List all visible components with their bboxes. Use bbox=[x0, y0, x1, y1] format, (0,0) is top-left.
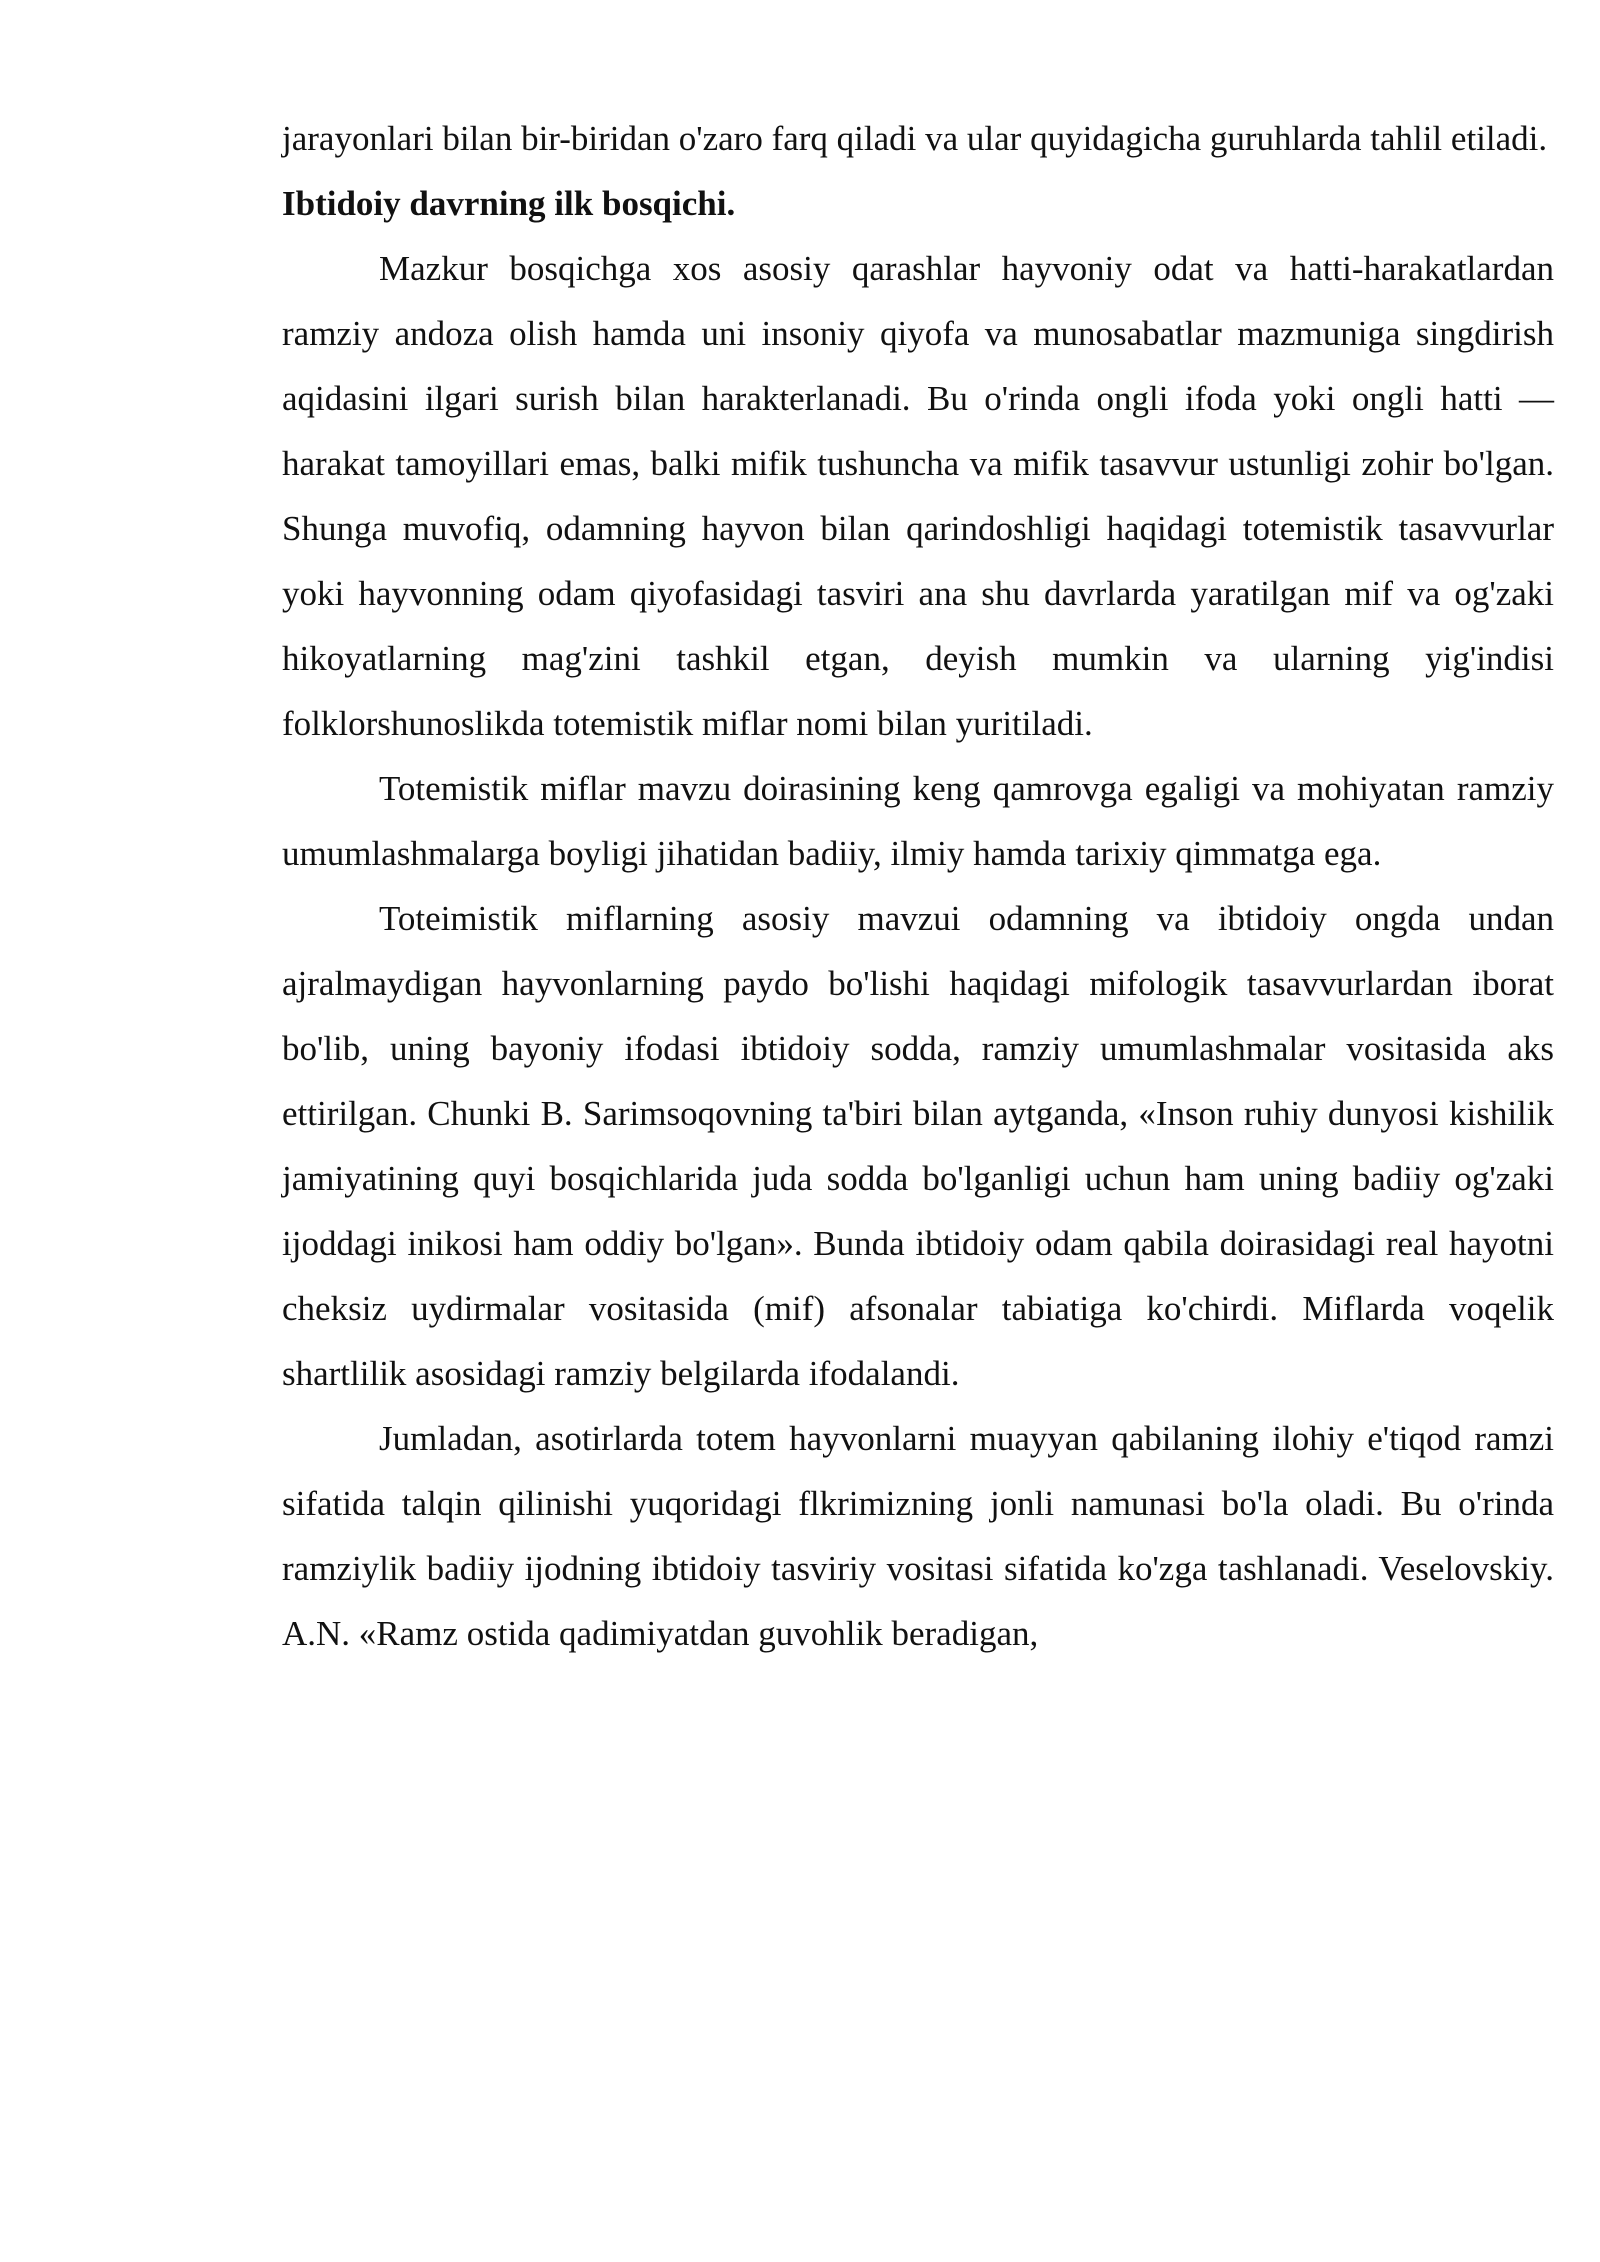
paragraph: Totemistik miflar mavzu doirasining keng qamrovga egaligi va mohiyatan ramziy umumlashmalarga boyligi jihatidan badiiy, ilmiy hamda tarixiy qimmatga ega. bbox=[282, 769, 1554, 873]
document-body bbox=[282, 106, 1554, 1666]
paragraph: Mazkur bosqichga xos asosiy qarashlar hayvoniy odat va hatti-harakatlardan ramziy andoza olish hamda uni insoniy qiyofa va munosabatlar mazmuniga singdirish aqidasini ilgari surish bilan harakterlanadi. Bu o'rinda ongli ifoda yoki ongli hatti — harakat tamoyillari emas, balki mifik tushuncha va mifik tasavvur ustunligi zohir bo'lgan. Shunga muvofiq, odamning hayvon bilan qarindoshligi haqidagi totemistik tasavvurlar yoki hayvonning odam qiyofasidagi tasviri ana shu davrlarda yaratilgan mif va og'zaki hikoyatlarning mag'zini tashkil etgan, deyish mumkin va ularning yig'indisi folklorshunoslikda totemistik miflar nomi bilan yuritiladi. bbox=[282, 249, 1554, 743]
section-heading: Ibtidoiy davrning ilk bosqichi. bbox=[282, 184, 736, 223]
paragraph: Toteimistik miflarning asosiy mavzui odamning va ibtidoiy ongda undan ajralmaydigan hayvonlarning paydo bo'lishi haqidagi mifologik tasavvurlardan iborat bo'lib, uning bayoniy ifodasi ibtidoiy sodda, ramziy umumlashmalar vositasida aks ettirilgan. Chunki B. Sarimsoqovning ta'biri bilan aytganda, «Inson ruhiy dunyosi kishilik jamiyatining quyi bosqichlarida juda sodda bo'lganligi uchun ham uning badiiy og'zaki ijoddagi inikosi ham oddiy bo'lgan». Bunda ibtidoiy odam qabila doirasidagi real hayotni cheksiz uydirmalar vositasida (mif) afsonalar tabiatiga ko'chirdi. Miflarda voqelik shartlilik asosidagi ramziy belgilarda ifodalandi. bbox=[282, 899, 1554, 1393]
paragraph: Jumladan, asotirlarda totem hayvonlarni muayyan qabilaning ilohiy e'tiqod ramzi sifatida talqin qilinishi yuqoridagi flkrimizning jonli namunasi bo'la oladi. Bu o'rinda ramziylik badiiy ijodning ibtidoiy tasviriy vositasi sifatida ko'zga tashlanadi. Veselovskiy. A.N. «Ramz ostida qadimiyatdan guvohlik beradigan, bbox=[282, 1419, 1554, 1653]
paragraph-continuation: jarayonlari bilan bir-biridan o'zaro farq qiladi va ular quyidagicha guruhlarda tahlil etiladi. bbox=[282, 119, 1548, 158]
